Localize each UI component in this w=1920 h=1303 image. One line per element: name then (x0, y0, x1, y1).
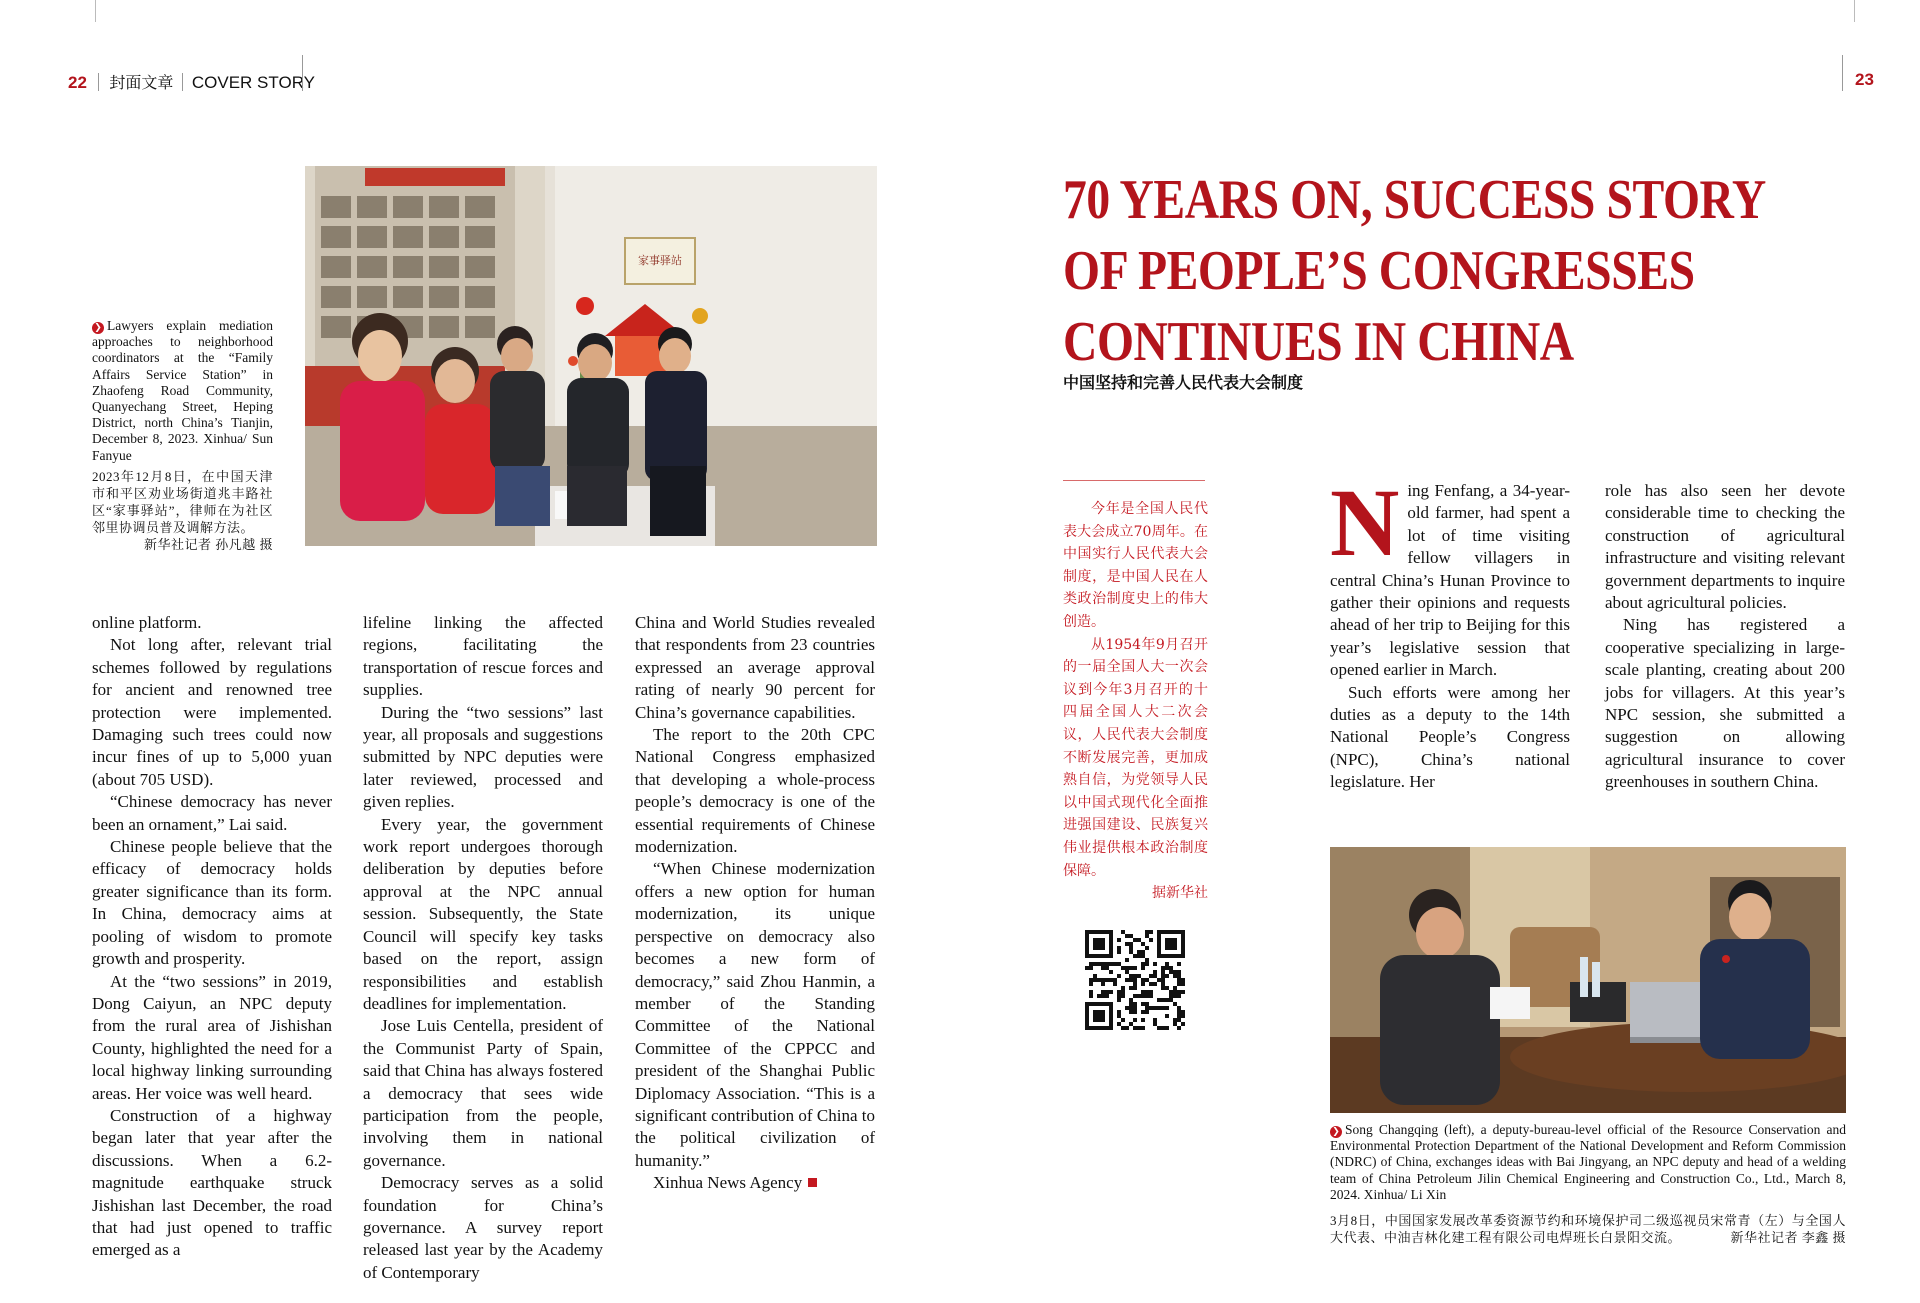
caption-text-cn: 3月8日，中国国家发展改革委资源节约和环境保护司二级巡视员宋常青（左）与全国人大代表、中油吉林化建工程有限公司电焊班长白景阳交流。 (1330, 1213, 1846, 1245)
photo-credit-cn: 新华社记者 孙凡越 摄 (143, 537, 273, 552)
top-trim-line-left (95, 0, 96, 22)
photo-caption-cn-bottom-right (1330, 1212, 1846, 1246)
section-label-cn: 封面文章 (109, 73, 174, 92)
paragraph: Chinese people believe that the efficacy of democracy holds greater significance than its form. In China, democracy aims at pooling of wisdom to promote growth and prosperity. (92, 837, 332, 969)
left-page-number: 22 (68, 73, 87, 92)
qr-code-icon (1085, 930, 1185, 1030)
paragraph: Construction of a highway began later that year after the discussions. When a 6.2-magnitude earthquake struck Jishishan last December, the road that had just opened to traffic emerged as a (92, 1105, 332, 1260)
paragraph (1330, 469, 1570, 682)
paragraph: During the “two sessions” last year, all proposals and suggestions submitted by NPC deputies were later reviewed, processed and given replies. (363, 702, 603, 812)
paragraph: At the “two sessions” in 2019, Dong Caiyun, an NPC deputy from the rural area of Jishishan County, highlighted the need for a local highway linking surrounding areas. Her voice was well heard. (92, 971, 332, 1103)
left-column-2 (363, 612, 603, 1284)
photo-ndrc-exchange (1330, 847, 1846, 1113)
page-header-right (1855, 70, 1874, 90)
paragraph: Ning has registered a cooperative specializing in large-scale planting, creating about 200 jobs for villagers. At this year’s NPC session, she submitted a suggestion on allowing agricultural insurance to cover greenhouses in southern China. (1605, 615, 1845, 792)
paragraph: lifeline linking the affected regions, facilitating the transportation of rescue forces and supplies. (363, 613, 603, 700)
header-divider (98, 73, 99, 91)
headline-subtitle-cn: 中国坚持和完善人民代表大会制度 (1063, 373, 1304, 392)
signoff-text: Xinhua News Agency (653, 1173, 803, 1193)
paragraph: Such efforts were among her duties as a deputy to the 14th National People’s Congress (NPC), China’s national legislature. Her (1330, 682, 1570, 792)
paragraph: The report to the 20th CPC National Congress emphasized that developing a whole-process people’s democracy is one of the essential requirements of Chinese modernization. (635, 725, 875, 857)
paragraph: Democracy serves as a solid foundation for China’s governance. A survey report released last year by the Academy of Contemporary (363, 1173, 603, 1282)
paragraph: role has also seen her devote considerable time to checking the construction of agricultural infrastructure and visiting relevant government departments to inquire about agricultural policies. (1605, 481, 1845, 613)
headline-line-1: 70 YEARS ON, SUCCESS STORY (1063, 169, 1766, 231)
qr-code[interactable] (1085, 930, 1185, 1030)
caption-arrow-icon: ❯ (1330, 1126, 1342, 1138)
caption-text-en: Lawyers explain mediation approaches to neighborhood coordinators at the “Family Affairs Service Station” in Zhaofeng Road Community, Quanyechang Street, Heping District, north China’s Tianjin, December 8, 2023. Xinhua/ Sun Fanyue (92, 318, 273, 463)
photo-credit-cn: 新华社记者 李鑫 摄 (1730, 1230, 1846, 1245)
paragraph: Jose Luis Centella, president of the Communist Party of Spain, said that China has always fostered a democracy that sees wide participation from the people, involving them in national governance. (363, 1016, 603, 1170)
left-column-3 (635, 612, 875, 1195)
page-header-left (68, 70, 315, 93)
left-column-1 (92, 612, 332, 1262)
header-divider (182, 73, 183, 91)
paragraph: “When Chinese modernization offers a new option for human modernization, its unique perspective on democracy also becomes a new form of democracy,” said Zhou Hanmin, a member of the Standing Committee of the National Committee of the CPPCC and president of the Shanghai Public Diplomacy Association. “This is a significant contribution of China to the political civilization of humanity.” (635, 859, 875, 1170)
sign-text: 家事驿站 (638, 254, 682, 267)
header-rule-left (302, 55, 303, 91)
right-page-number: 23 (1855, 70, 1874, 89)
summary-source: 据新华社 (1152, 885, 1208, 902)
paragraph: Not long after, relevant trial schemes followed by regulations for ancient and renowned tree protection were implemented. Damaging such trees could now incur fines of up to 5,000 yuan (about 705 USD). (92, 635, 332, 789)
paragraph: Every year, the government work report undergoes thorough deliberation by deputies before approval at the NPC annual session. Subsequently, the State Council will specify key tasks based on the report, assign responsibilities and establish deadlines for implementation. (363, 814, 603, 1013)
paragraph-text: ing Fenfang, a 34-year-old farmer, had spent a lot of time visiting fellow villagers in central China’s Hunan Province to gather their opinions and requests ahead of her trip to Beijing for this year’s legislative session that opened earlier in March. (1330, 481, 1570, 680)
paragraph: online platform. (92, 613, 202, 632)
headline-line-2: OF PEOPLE’S CONGRESSES (1063, 240, 1695, 302)
headline-line-3: CONTINUES IN CHINA (1063, 311, 1574, 373)
photo-lawyers-mediation (305, 166, 877, 546)
photo-illustration (305, 166, 877, 546)
summary-paragraph: 今年是全国人民代表大会成立70周年。在中国实行人民代表大会制度，是中国人民在人类政治制度史上的伟大创造。 (1063, 501, 1208, 630)
caption-arrow-icon: ❯ (92, 322, 104, 334)
photo-caption-bottom-right (1330, 1122, 1846, 1203)
photo-caption-top-left (92, 318, 273, 464)
summary-cn (1063, 498, 1208, 905)
header-rule-right (1842, 55, 1843, 91)
paragraph: China and World Studies revealed that respondents from 23 countries expressed an average approval rating of nearly 90 percent for China’s governance capabilities. (635, 613, 875, 722)
headline (1063, 165, 1769, 378)
photo-illustration (1330, 847, 1846, 1113)
paragraph: “Chinese democracy has never been an ornament,” Lai said. (92, 792, 332, 834)
drop-cap: N (1330, 469, 1400, 576)
top-trim-line-right (1854, 0, 1855, 22)
section-label-en: COVER STORY (191, 73, 316, 92)
right-column-1 (1330, 469, 1570, 794)
summary-paragraph: 从1954年9月召开的一届全国人大一次会议到今年3月召开的十四届全国人大二次会议，人民代表大会制度不断发展完善，更加成熟自信，为党领导人民以中国式现代化全面推进强国建设、民族复兴伟业提供根本政治制度保障。 (1063, 636, 1208, 879)
caption-text-cn: 2023年12月8日，在中国天津市和平区劝业场街道兆丰路社区“家事驿站”，律师在为社区邻里协调员普及调解方法。 (92, 469, 273, 535)
right-column-2 (1605, 480, 1845, 794)
end-mark-icon (808, 1178, 817, 1187)
caption-text-en: Song Changqing (left), a deputy-bureau-level official of the Resource Conservation and Environmental Protection Department of the National Development and Reform Commission (NDRC) of China, exchanges ideas with Bai Jingyang, an NPC deputy and head of a welding team of China Petroleum Jilin Chemical Engineering and Construction Co., Ltd., March 8, 2024. Xinhua/ Li Xin (1330, 1122, 1846, 1202)
summary-rule (1063, 480, 1205, 481)
signoff (635, 1172, 875, 1194)
photo-caption-cn-top-left (92, 468, 273, 553)
